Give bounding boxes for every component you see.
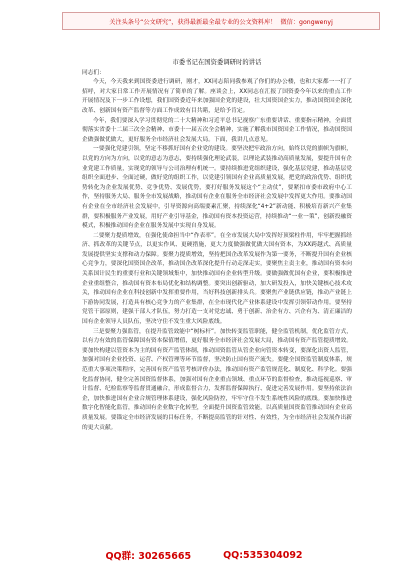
paragraph: 一要强化党建引领，坚定不移抓好国有企业党的建设。要坚决把牢政治方向，始终以党的旗帜为旗帜，以党的方向为方向，以党的意志为意志，要持续强化理论武装，以理论武装推动高质量发展，要提升国有企业党建工作质量，实现党的领导与公司治理有机统一。要持续推进党组织建设，强化基层党建，推动基层党组织全面进步、全面过硬，做好党的组织工作，以党建引领国有企业高质量发展，把党的政治优势、组织优势转化为企业发展优势、竞争优势、发展优势，要打好服务发展这个“主动仗”，要紧扣市委市政府中心工作，坚持服务大局、服务全市发展战略，推动国有企业在服务全市经济社会发展中发挥更大作用。要推动国有企业在全市经济社会发展中，引导资源向高端要素汇聚，持续深化“4+2”新动能、积极培育新兴产业集群，要积极服务产业发展，用好产业引导基金，推动国有资本投资运营，持续推动“一业一策”，创新投融资模式，积极推动国有企业在服务发展中实现自身发展。	[82, 146, 352, 230]
banner-wechat-text: 微信：gongwenyj	[280, 18, 333, 26]
document-title: 市委书记在国资委调研时的讲话	[172, 59, 262, 66]
paragraph: 二要聚力提质增效，在强化使命担当中“作表率”。在全市发展大局中发挥好顶梁柱作用，牢牢把握抓经济、抓改革的关键节点，以更实作风、更硬措施，更大力度做强做优做大国有资本，为XX跨越式、高质量发展提供坚实支撑和动力保障。要聚力提质增效，坚持把国企改革发展作为第一要务，不断提升国有企业核心竞争力，要深化国资国企改革，推动国企改革深化提升行动走深走实，要聚焦主责主业，推动国有资本向关系国计民生的重要行业和关键领域集中，加快推动国有企业转型升级。要做强做优国有企业，要积极推进企业重组整合，推动国有资本布局优化和结构调整。要突出创新驱动，加大研发投入，加快关键核心技术攻关，推动国有企业在科技创新中发挥重要作用，当好科技创新排头兵。要聚焦产业链供应链，推动产业链上下游协同发展，打造具有核心竞争力的产业集群，在全市现代化产业体系建设中发挥引领带动作用。要坚持党管干部原则，建强干部人才队伍，努力打造一支对党忠诚、勇于创新、治企有方、兴企有为、清正廉洁的国有企业领导人员队伍，坚决守住不发生重大风险底线。	[82, 232, 352, 326]
banner-main-text: 关注头条号“公文研究”，获得最新最全最专业的公文资料库！	[109, 18, 277, 26]
footer-qq: QQ:535304092	[223, 549, 303, 561]
paragraph: 三是要聚力强监管，在提升监管效能中“树标杆”。加快转变监管职能，健全监管机制，优化监管方式，以有力有效的监管保障国有资本保值增值，更好服务全市经济社会发展大局，推动国有资产监管提质增效。要加快构建以管资本为主的国有资产监管体制，推动国资监管从管企业向管资本转变，要深化出资人监管，加强对国有企业投资、运营、产权管理等环节监督，坚决防止国有资产流失。要健全国资监管制度体系，规范重大事项决策程序，完善国有资产监管考核评价办法，推动国有资产监管规范化、制度化、科学化。要强化监督协同，健全完善国资监督体系，加强对国有企业重点领域、重点环节的监督检查，推动巡视巡察、审计监督、纪检监察等监督贯通融合，形成监督合力，发挥监督保障执行、促进完善发展作用。要坚持依法治企，加快推进国有企业合规管理体系建设，强化风险防控，牢牢守住不发生系统性风险的底线。要加快推进数字化智能化监管，推动国有企业数字化转型，全面提升国资监管效能，以高质量国资监管推动国有企业高质量发展。要锚定全市经济发展的目标任务，不断提高监管的针对性、有效性，为全市经济社会发展作出新的更大贡献。	[82, 328, 352, 431]
paragraph: 今年，我们要深入学习贯彻党的二十大精神和习近平总书记视察广东重要讲话、重要指示精神，全面贯彻落实省委十二届三次全会精神、市委十一届五次全会精神，实施了解我市国资国企工作情况，推动国资国企做强做优做大，更好服务全市经济社会发展大局。下面，我讲几点意见。	[82, 117, 352, 143]
salutation: 同志们：	[82, 69, 105, 76]
footer-contacts	[0, 546, 408, 564]
promo-banner	[62, 12, 380, 30]
footer-qq-group: QQ群: 30265665	[105, 551, 192, 562]
paragraph: 今天，今天我来到国资委进行调研，刚才，XX同志陪同我参观了你们的办公楼，也和大家都一一打了招呼，对大家日常工作开展情况有了简单的了解。座谈会上，XX同志在汇报了国资委今年以来的重点工作开展情况及下一步工作设想，我们国资委近年来加强国企党的建设，壮大国资国企实力，推动国资国企深化改革、创新国有资产监督等方面工作成效有目共睹，是给予肯定。	[82, 79, 352, 114]
document-body	[82, 58, 352, 433]
